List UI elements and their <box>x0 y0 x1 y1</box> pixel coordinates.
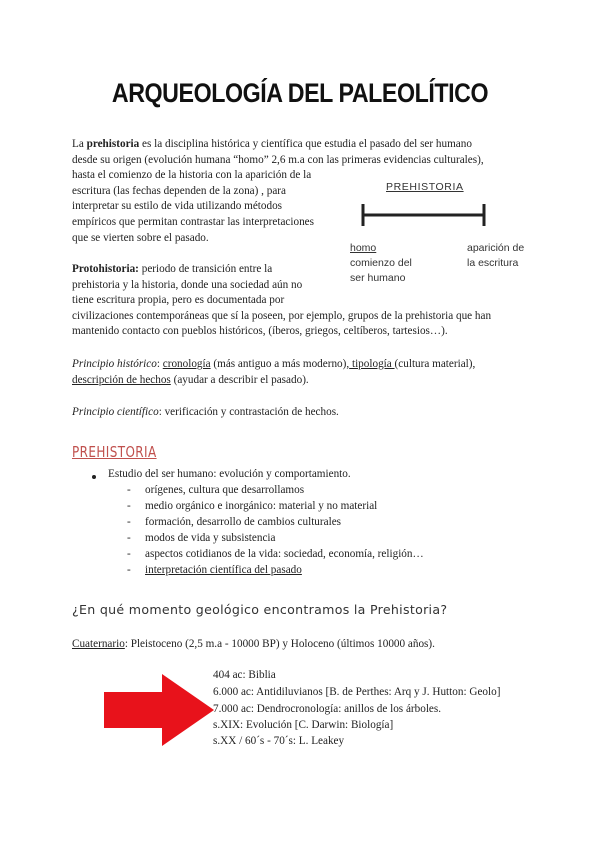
sub-item-3: formación, desarrollo de cambios culturales <box>145 516 342 528</box>
timeline-item-5: s.XX / 60´s - 70´s: L. Leakey <box>213 735 345 747</box>
protohistoria-line-3: tiene escritura propia, pero es documentada por <box>72 294 285 307</box>
intro-line-3: hasta el comienzo de la historia con la aparición de la <box>72 169 312 182</box>
diagram-left-label-2: comienzo del <box>350 257 412 269</box>
dash-5: - <box>127 548 131 560</box>
sub-item-5: aspectos cotidianos de la vida: sociedad, economía, religión… <box>145 548 424 560</box>
intro-line-5: interpretar su estilo de vida utilizando métodos <box>72 200 283 213</box>
page-title: ARQUEOLOGÍA DEL PALEOLÍTICO <box>111 78 489 108</box>
sub-item-2: medio orgánico e inorgánico: material y no material <box>145 500 378 512</box>
dash-2: - <box>127 500 131 512</box>
section-bullet: Estudio del ser humano: evolución y comportamiento. <box>108 468 351 480</box>
sub-item-4: modos de vida y subsistencia <box>145 532 276 544</box>
diagram-right-label-2: la escritura <box>467 257 519 269</box>
principio-historico-line-2: descripción de hechos (ayudar a describir el pasado). <box>72 374 309 386</box>
bullet-dot-icon <box>92 475 96 479</box>
question-heading: ¿En qué momento geológico encontramos la Prehistoria? <box>72 602 448 617</box>
section-title: PREHISTORIA <box>72 443 157 461</box>
protohistoria-line-5: mantenido contacto con pueblos históricos, (íberos, griegos, celtíberos, tartesios…). <box>72 325 448 338</box>
dash-4: - <box>127 532 131 544</box>
diagram-left-label-3: ser humano <box>350 272 406 284</box>
sub-item-1: orígenes, cultura que desarrollamos <box>145 484 305 496</box>
intro-line-4: escritura (las fechas dependen de la zona) , para <box>72 184 286 197</box>
protohistoria-line-4: civilizaciones contemporáneas que sí la poseen, por ejemplo, grupos de la prehistoria que han <box>72 309 492 322</box>
cuaternario-line: Cuaternario: Pleistoceno (2,5 m.a - 10000 BP) y Holoceno (últimos 10000 años). <box>72 638 435 650</box>
sub-item-6: interpretación científica del pasado <box>145 564 302 576</box>
timeline-item-1: 404 ac: Biblia <box>213 669 276 681</box>
dash-6: - <box>127 564 131 576</box>
red-arrow-icon <box>100 672 220 750</box>
timeline-item-4: s.XIX: Evolución [C. Darwin: Biología] <box>213 719 394 731</box>
principio-historico-line-1: Principio histórico: cronología (más antiguo a más moderno), tipología (cultura material), <box>72 358 476 370</box>
dash-1: - <box>127 484 131 496</box>
intro-line-1: La prehistoria es la disciplina histórica y científica que estudia el pasado del ser humano <box>72 138 472 150</box>
intro-line-2: desde su origen (evolución humana “homo” 2,6 m.a con las primeras evidencias culturales), <box>72 153 484 166</box>
timeline-item-3: 7.000 ac: Dendrocronología: anillos de los árboles. <box>213 703 442 715</box>
principio-cientifico: Principio científico: verificación y contrastación de hechos. <box>72 406 339 418</box>
dash-3: - <box>127 516 131 528</box>
diagram-right-label-1: aparición de <box>467 242 525 254</box>
intro-line-6: empíricos que permitan contrastar las interpretaciones <box>72 216 314 228</box>
diagram-left-label-1: homo <box>350 242 377 254</box>
intro-line-7: que se vierten sobre el pasado. <box>72 231 209 244</box>
timeline-item-2: 6.000 ac: Antidiluvianos [B. de Perthes: Arq y J. Hutton: Geolo] <box>213 686 501 698</box>
timeline-bar-graphic <box>358 200 490 230</box>
diagram-title: PREHISTORIA <box>386 181 464 193</box>
protohistoria-line-2: prehistoria y la historia, donde una sociedad aún no <box>72 278 303 291</box>
protohistoria-line-1: Protohistoria: periodo de transición entre la <box>72 263 273 275</box>
